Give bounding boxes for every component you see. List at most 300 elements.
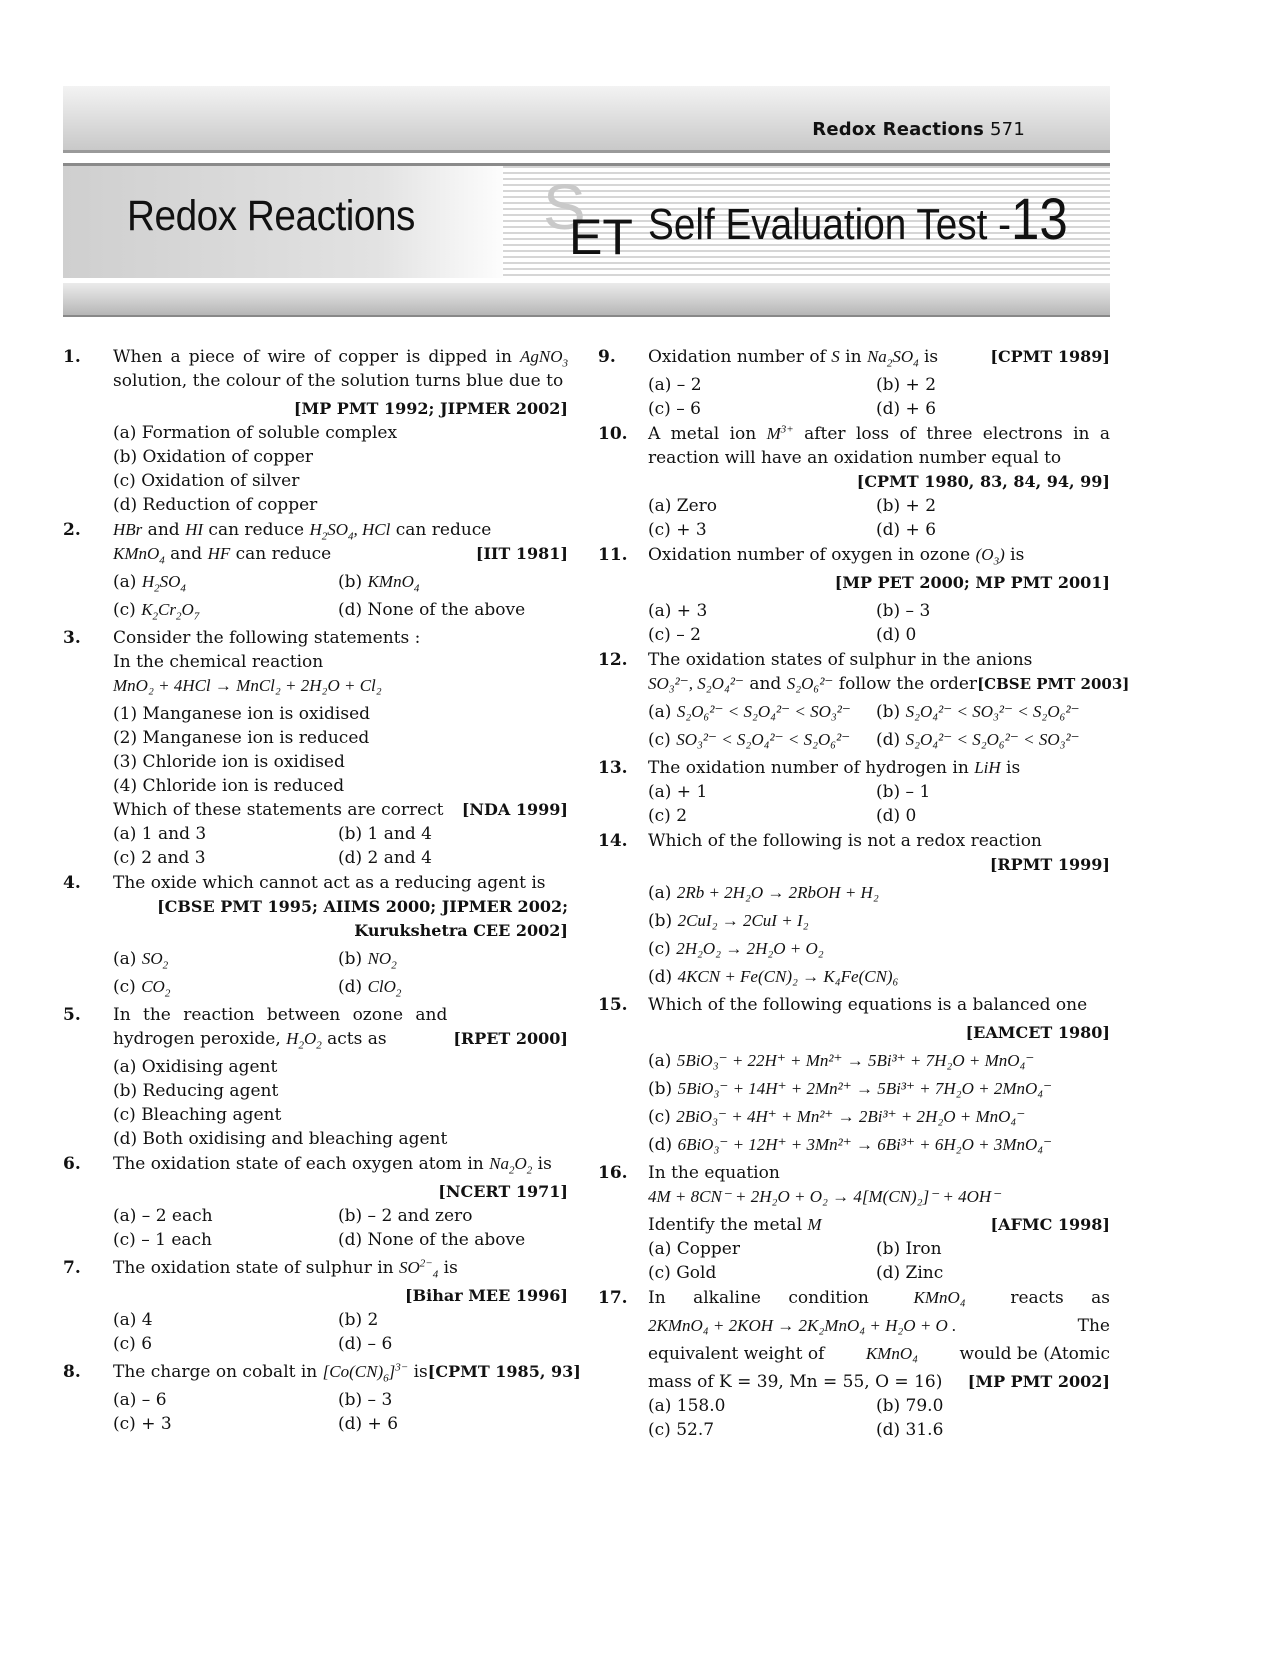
question-17 (598, 1286, 1110, 1442)
question-number: 8. (63, 1362, 81, 1382)
chem-formula (286, 1029, 322, 1052)
formula-sub: 3 (993, 555, 1000, 568)
option-row (113, 1412, 568, 1436)
option-row (648, 373, 1110, 397)
option-d: (d) None of the above (338, 1230, 526, 1250)
option-d: (d) + 6 (876, 399, 937, 419)
stem-text: acts as (321, 1029, 387, 1049)
question-number: 10. (598, 424, 628, 444)
chem-formula: KMnO₄ (913, 1288, 966, 1307)
question-4 (63, 871, 568, 999)
chem-equation: 2KMnO₄ + 2KOH → 2K₂MnO₄ + H₂O + O . (648, 1316, 957, 1335)
option-d: (d) 31.6 (876, 1420, 944, 1440)
option-b: (b) – 3 (338, 1390, 393, 1410)
question-11 (598, 543, 1110, 647)
option-row (648, 804, 1110, 828)
option-b: (b) + 2 (876, 375, 937, 395)
question-number: 6. (63, 1154, 81, 1174)
formula-part: Na (866, 347, 887, 366)
option-b: (b) – 2 and zero (338, 1206, 473, 1226)
option-d (876, 728, 1104, 752)
option-label: (d) (338, 977, 368, 997)
question-source: [CPMT 1989] (990, 347, 1110, 366)
option-c: (c) – 1 each (113, 1230, 212, 1250)
option-label: (d) (648, 1135, 678, 1155)
option-row (113, 598, 568, 622)
option-c: (c) Gold (648, 1263, 717, 1283)
option-row (648, 1237, 1110, 1261)
option-row (113, 947, 568, 971)
question-source: [CBSE PMT 1995; AIIMS 2000; JIPMER 2002; (157, 897, 568, 916)
option-label: (d) (876, 730, 906, 750)
statement-2: (2) Manganese ion is reduced (113, 728, 370, 748)
option-a: (a) – 2 each (113, 1206, 213, 1226)
chem-formula (141, 600, 200, 623)
option-a (648, 1049, 1110, 1073)
formula-part: H (286, 1029, 299, 1048)
option-c: (c) Bleaching agent (113, 1105, 282, 1125)
chem-formula: S₂O₆²⁻ (786, 674, 834, 693)
question-source: [RPMT 1999] (989, 855, 1110, 874)
option-a: (a) – 2 (648, 375, 702, 395)
formula-part: Na (489, 1154, 509, 1173)
formula-part: O (181, 600, 194, 619)
option-c (648, 937, 1110, 961)
chem-formula: S₂O₄²⁻ < SO₃²⁻ < S₂O₆²⁻ (905, 702, 1080, 721)
option-d (648, 965, 1110, 989)
question-13 (598, 756, 1110, 828)
section-title: Redox Reactions (127, 192, 415, 240)
statement-4: (4) Chloride ion is reduced (113, 776, 345, 796)
running-title: Redox Reactions (812, 119, 985, 140)
stem-text: In alkaline condition (648, 1288, 869, 1308)
formula-sup: 3+ (780, 423, 794, 436)
question-stem (648, 1286, 1110, 1310)
question-number: 12. (598, 650, 628, 670)
question-source: [CBSE PMT 2003] (977, 675, 1130, 693)
question-9 (598, 345, 1110, 421)
formula-sub: 2 (508, 1164, 515, 1177)
formula-sub: 7 (193, 610, 200, 623)
question-source: [MP PMT 1992; JIPMER 2002] (293, 399, 568, 418)
question-stem-line (648, 1342, 1110, 1366)
option-b: (b) Reducing agent (113, 1081, 279, 1101)
question-number: 5. (63, 1005, 81, 1025)
question-number: 14. (598, 831, 628, 851)
question-source: Kurukshetra CEE 2002] (354, 921, 568, 940)
option-a: (a) Zero (648, 496, 718, 516)
formula-sub: 2 (526, 1164, 533, 1177)
formula-part: SO (327, 520, 348, 539)
formula-part: SO (159, 572, 181, 591)
option-a (113, 947, 338, 971)
formula-sub: 2 (316, 1039, 322, 1052)
option-row (113, 1332, 568, 1356)
option-row (648, 700, 1110, 724)
question-prompt (113, 798, 568, 822)
option-b (876, 700, 1104, 724)
formula-sub: 2 (886, 357, 893, 370)
option-a: (a) Copper (648, 1239, 740, 1259)
question-stem (648, 422, 1110, 470)
formula-sub: 4 (348, 530, 354, 543)
question-source: [Bihar MEE 1996] (405, 1286, 568, 1305)
option-a: (a) – 6 (113, 1390, 167, 1410)
stem-text: after loss of three electrons in a reaction will have an oxidation number equal to (648, 424, 1110, 468)
formula-part: H (141, 572, 155, 591)
question-stem-line (648, 672, 1130, 696)
formula-sub: 4 (159, 554, 165, 567)
formula-sup: 3− (395, 1361, 409, 1374)
question-6 (63, 1152, 568, 1252)
option-label: (b) (648, 1079, 678, 1099)
chem-formula (367, 949, 397, 972)
option-b: (b) – 3 (876, 601, 931, 621)
option-d (338, 975, 563, 999)
option-a: (a) + 3 (648, 601, 708, 621)
question-number: 4. (63, 873, 81, 893)
option-d: (d) Zinc (876, 1263, 944, 1283)
question-15 (598, 993, 1110, 1157)
question-stem (113, 1256, 568, 1280)
stem-text: can reduce (390, 520, 492, 540)
stem-text: is (532, 1154, 552, 1174)
question-10 (598, 422, 1110, 542)
question-stem (113, 1003, 568, 1051)
question-2 (63, 518, 568, 622)
question-stem-line (648, 1314, 1110, 1338)
stem-text: and (142, 520, 186, 540)
question-3 (63, 626, 568, 870)
stem-text: equivalent weight of (648, 1344, 825, 1364)
chem-equation: 4KCN + Fe(CN)₂ → K₄Fe(CN)₆ (677, 967, 899, 986)
question-stem: In the equation (648, 1163, 780, 1183)
stem-text: The (1077, 1316, 1110, 1336)
chem-equation: 5BiO₃⁻ + 22H⁺ + Mn²⁺ → 5Bi³⁺ + 7H₂O + MnO₄⁻ (676, 1051, 1035, 1070)
chem-formula (367, 572, 420, 595)
option-label: (a) (648, 883, 677, 903)
question-stem: The oxide which cannot act as a reducing agent is (113, 873, 546, 893)
title-underline-band (63, 283, 1110, 317)
formula-part: ] (388, 1362, 396, 1381)
stem-text: solution, the colour of the solution turns blue due to (113, 371, 564, 391)
formula-part: SO (141, 949, 163, 968)
option-d: (d) + 6 (876, 520, 937, 540)
question-stem-line: In the chemical reaction (113, 652, 324, 672)
formula-part: [Co(CN) (322, 1362, 384, 1381)
statement-1: (1) Manganese ion is oxidised (113, 704, 371, 724)
option-d: (d) Reduction of copper (113, 495, 318, 515)
option-label: (b) (338, 949, 368, 969)
question-14 (598, 829, 1110, 989)
option-label: (a) (648, 702, 677, 722)
question-stem (113, 1360, 581, 1385)
option-b: (b) Oxidation of copper (113, 447, 314, 467)
question-number: 2. (63, 520, 81, 540)
formula-sub: 4 (413, 582, 420, 595)
question-stem: Which of the following equations is a balanced one (648, 995, 1088, 1015)
stem-text: would be (Atomic (959, 1344, 1110, 1364)
option-label: (c) (648, 1107, 677, 1127)
question-source: [CPMT 1980, 83, 84, 94, 99] (856, 472, 1110, 491)
option-label: (c) (648, 730, 677, 750)
chem-formula: LiH (974, 758, 1001, 777)
chem-formula (309, 520, 391, 543)
stem-text: is (918, 347, 939, 367)
prompt-text: Which of these statements are correct (113, 800, 444, 820)
formula-part: CO (141, 977, 165, 996)
option-row (648, 623, 1110, 647)
formula-part: KMnO (367, 572, 414, 591)
option-label: (b) (648, 911, 678, 931)
chem-formula (489, 1154, 533, 1177)
question-source: [NCERT 1971] (438, 1182, 568, 1201)
question-source: [EAMCET 1980] (965, 1023, 1110, 1042)
set-title-text: Self Evaluation Test - (648, 200, 1012, 249)
formula-sub: 2 (154, 582, 160, 595)
stem-text: and (164, 544, 208, 564)
stem-text: and (743, 674, 787, 694)
chem-formula (767, 424, 794, 443)
formula-part: M (766, 424, 781, 443)
set-logo-et: ET (569, 209, 633, 265)
formula-part: KMnO (113, 544, 160, 563)
chem-formula: SO₃²⁻, S₂O₄²⁻ (648, 674, 744, 693)
question-number: 3. (63, 628, 81, 648)
option-c: (c) + 3 (648, 520, 707, 540)
stem-text: When a piece of wire of copper is dipped in (113, 347, 520, 367)
option-d: (d) 0 (876, 625, 917, 645)
question-source: [RPET 2000] (453, 1029, 568, 1048)
option-row (648, 1394, 1110, 1418)
question-stem (113, 1152, 568, 1176)
question-stem: Which of the following is not a redox reaction (648, 831, 1042, 851)
formula-part: SO (399, 1258, 420, 1277)
question-number: 17. (598, 1288, 628, 1308)
option-b: (b) 1 and 4 (338, 824, 432, 844)
chem-formula: S (831, 347, 840, 366)
option-b: (b) Iron (876, 1239, 942, 1259)
formula-part: (O (975, 545, 994, 564)
stem-text: The oxidation number of hydrogen in (648, 758, 975, 778)
stem-text: in (839, 347, 867, 367)
chem-equation: 2Rb + 2H₂O → 2RbOH + H₂ (676, 883, 879, 902)
option-b (338, 947, 563, 971)
option-row (113, 1228, 568, 1252)
option-a (648, 881, 1110, 905)
chem-equation: 5BiO₃⁻ + 14H⁺ + 2Mn²⁺ → 5Bi³⁺ + 7H₂O + 2MnO₄⁻ (677, 1079, 1053, 1098)
question-stem: Consider the following statements : (113, 628, 421, 648)
option-row (113, 822, 568, 846)
formula-sub: 2 (298, 1039, 304, 1052)
prompt-text: Identify the metal (648, 1215, 808, 1235)
stem-text: mass of K = 39, Mn = 55, O = 16) (648, 1372, 943, 1392)
option-d: (d) 2 and 4 (338, 848, 432, 868)
left-column (63, 345, 581, 1437)
option-label: (c) (113, 600, 142, 620)
question-number: 11. (598, 545, 628, 565)
stem-text: can reduce (203, 520, 310, 540)
set-title (648, 186, 1068, 253)
stem-text: Oxidation number of (648, 347, 832, 367)
option-row (648, 518, 1110, 542)
stem-text: A metal ion (648, 424, 767, 444)
formula-sup: 2− (419, 1257, 433, 1270)
right-column (598, 345, 1130, 1443)
question-5 (63, 1003, 568, 1151)
formula-part: SO (892, 347, 914, 366)
question-stem (113, 345, 568, 393)
option-b: (b) + 2 (876, 496, 937, 516)
option-row (113, 1308, 568, 1332)
formula-part: H (309, 520, 322, 539)
stem-text: The charge on cobalt in (113, 1362, 323, 1382)
option-a: (a) 158.0 (648, 1396, 726, 1416)
question-stem (648, 543, 1110, 567)
question-number: 15. (598, 995, 628, 1015)
stem-text: follow the order (833, 674, 978, 694)
chem-formula: KMnO₄ (865, 1344, 919, 1363)
question-16 (598, 1161, 1110, 1285)
option-a (648, 700, 876, 724)
option-c: (c) Oxidation of silver (113, 471, 300, 491)
option-b (648, 909, 1110, 933)
question-number: 13. (598, 758, 628, 778)
formula-sub: 2 (391, 959, 397, 972)
page-number: 571 (990, 119, 1025, 140)
option-label: (b) (338, 572, 368, 592)
option-c (113, 598, 338, 622)
option-b: (b) 2 (338, 1310, 379, 1330)
formula-sub: 4 (913, 357, 919, 370)
question-number: 9. (598, 347, 616, 367)
option-a (113, 570, 338, 594)
stem-text: is (1000, 758, 1021, 778)
question-source: [CPMT 1985, 93] (427, 1362, 581, 1381)
chem-formula: S₂O₄²⁻ < S₂O₆²⁻ < SO₃²⁻ (905, 730, 1080, 749)
option-c: (c) 6 (113, 1334, 153, 1354)
option-c: (c) 2 (648, 806, 688, 826)
chem-formula (399, 1257, 439, 1281)
formula-sub: 2 (164, 987, 171, 1000)
stem-text: In the reaction between ozone and hydrogen peroxide, (113, 1005, 448, 1049)
header-band (63, 86, 1110, 153)
formula-part: Cr (158, 600, 177, 619)
question-stem (113, 518, 568, 542)
chem-formula: S₂O₆²⁻ < S₂O₄²⁻ < SO₃²⁻ (676, 702, 851, 721)
option-label: (a) (113, 572, 142, 592)
stem-text: Oxidation number of oxygen in ozone (648, 545, 976, 565)
option-d: (d) 0 (876, 806, 917, 826)
statement-3: (3) Chloride ion is oxidised (113, 752, 345, 772)
set-logo-s: S (543, 171, 586, 243)
option-row (648, 397, 1110, 421)
stem-text: is (408, 1362, 428, 1382)
stem-text: can reduce (230, 544, 332, 564)
option-c: (c) – 6 (648, 399, 701, 419)
option-c (648, 1105, 1110, 1129)
chem-formula: SO₃²⁻ < S₂O₄²⁻ < S₂O₆²⁻ (676, 730, 851, 749)
option-d: (d) None of the above (338, 600, 526, 620)
option-c: (c) 52.7 (648, 1420, 715, 1440)
question-source: [MP PET 2000; MP PMT 2001] (834, 573, 1110, 592)
question-stem (648, 345, 1110, 369)
question-stem-line (648, 1370, 1110, 1394)
question-stem (648, 756, 1110, 780)
formula-part: O (303, 1029, 317, 1048)
option-a: (a) 1 and 3 (113, 824, 207, 844)
formula-part: ) (999, 545, 1005, 564)
option-row (648, 1261, 1110, 1285)
option-d: (d) – 6 (338, 1334, 393, 1354)
chem-equation: 6BiO₃⁻ + 12H⁺ + 3Mn²⁺ → 6Bi³⁺ + 6H₂O + 3MnO₄⁻ (677, 1135, 1053, 1154)
chem-equation: 2CuI₂ → 2CuI + I₂ (677, 911, 809, 930)
option-a: (a) Formation of soluble complex (113, 423, 398, 443)
option-row (648, 780, 1110, 804)
option-b: (b) 79.0 (876, 1396, 944, 1416)
chem-equation: 2H₂O₂ → 2H₂O + O₂ (676, 939, 824, 958)
formula-part: O (514, 1154, 527, 1173)
formula-sub: 2 (162, 959, 169, 972)
question-source: [MP PMT 2002] (967, 1372, 1110, 1391)
chem-formula (866, 347, 919, 370)
option-row (113, 570, 568, 594)
stem-text: reacts as (1010, 1288, 1110, 1308)
chem-formula (113, 544, 165, 567)
chem-formula (141, 949, 169, 972)
question-1 (63, 345, 568, 517)
option-label: (c) (113, 977, 142, 997)
chem-formula (141, 977, 171, 1000)
option-b (338, 570, 563, 594)
formula-part: ClO (367, 977, 396, 996)
option-c: (c) + 3 (113, 1414, 172, 1434)
option-row (113, 1204, 568, 1228)
stem-text: The oxidation state of each oxygen atom in (113, 1154, 490, 1174)
formula-part: K (141, 600, 153, 619)
chemical-equation: 4M + 8CN⁻ + 2H₂O + O₂ → 4[M(CN)₂]⁻ + 4OH⁻ (648, 1187, 1001, 1206)
option-label: (a) (113, 949, 142, 969)
option-b: (b) – 1 (876, 782, 931, 802)
formula-sub: 2 (152, 610, 159, 623)
formula-part: AgNO (520, 347, 563, 366)
option-d (648, 1133, 1110, 1157)
option-a: (a) 4 (113, 1310, 153, 1330)
option-a: (a) + 1 (648, 782, 708, 802)
option-row (113, 1388, 568, 1412)
question-stem-line (113, 542, 568, 566)
option-label: (a) (648, 1051, 677, 1071)
set-number: 13 (1011, 187, 1068, 252)
option-a: (a) Oxidising agent (113, 1057, 278, 1077)
question-8 (63, 1360, 581, 1436)
option-d: (d) + 6 (338, 1414, 399, 1434)
question-stem: The oxidation states of sulphur in the anions (648, 650, 1033, 670)
question-7 (63, 1256, 568, 1356)
option-label: (c) (648, 939, 677, 959)
formula-sub: 2 (321, 530, 328, 543)
chem-formula (520, 347, 568, 370)
question-number: 7. (63, 1258, 81, 1278)
title-band (63, 163, 1110, 278)
option-label: (b) (876, 702, 906, 722)
chemical-equation: MnO₂ + 4HCl → MnCl₂ + 2H₂O + Cl₂ (113, 676, 382, 695)
running-head (812, 119, 1025, 140)
option-row (113, 975, 568, 999)
chem-formula: HI (185, 520, 204, 539)
chem-formula: HF (207, 544, 231, 563)
question-number: 1. (63, 347, 81, 367)
